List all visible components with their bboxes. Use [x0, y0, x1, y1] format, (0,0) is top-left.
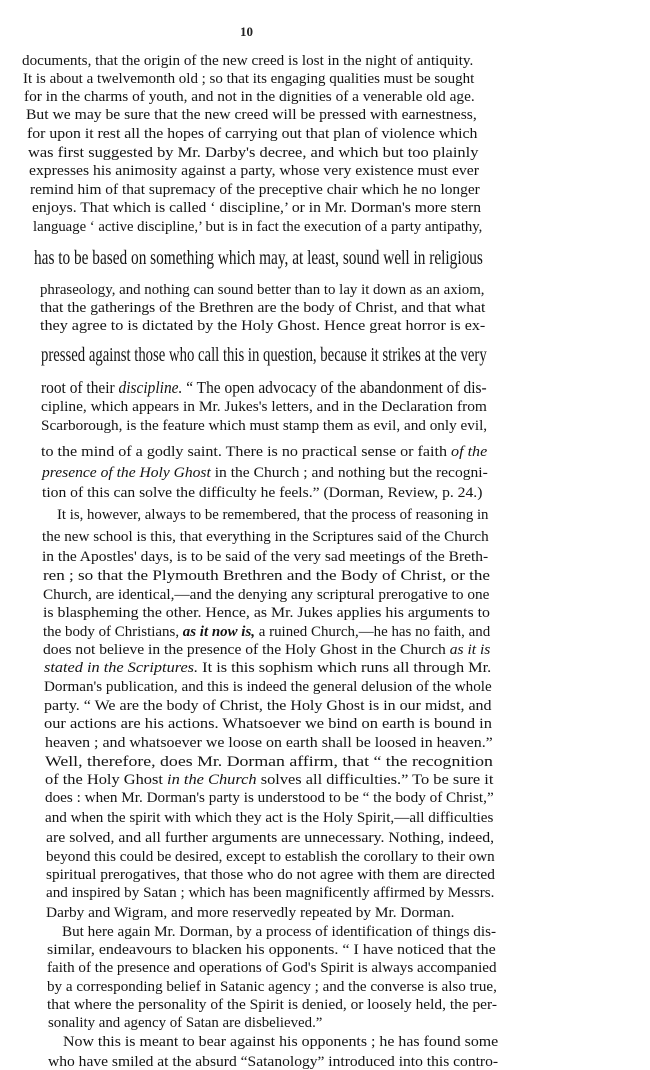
text-segment: a ruined Church,—he has no faith, and: [255, 623, 491, 640]
text-line: [48, 1055, 498, 1070]
text-segment: But here again Mr. Dorman, by a process of identification of things dis-: [61, 923, 496, 940]
text-segment: similar, endeavours to blacken his opponents. “ I have noticed that the: [46, 941, 496, 958]
text-line: [26, 108, 477, 123]
text-segment: for upon it rest all the hopes of carrying out that plan of violence which: [26, 125, 478, 142]
text-line: [41, 445, 487, 460]
text-segment: “ The open advocacy of the abandonment of dis-: [182, 377, 487, 397]
italic-text: presence of the Holy Ghost: [41, 464, 211, 481]
text-segment: phraseology, and nothing can sound better than to lay it down as an axiom,: [40, 281, 485, 298]
text-line: [41, 419, 487, 434]
text-segment: is blaspheming the other. Hence, as Mr. Jukes applies his arguments to: [43, 604, 490, 621]
text-segment: language ‘ active discipline,’ but is in fact the execution of a party antipathy,: [32, 218, 483, 235]
text-line: [44, 680, 492, 695]
text-segment: and when the spirit with which they act is the Holy Spirit,—all difficulties: [45, 809, 494, 826]
text-segment: heaven ; and whatsoever we loose on earth shall be loosed in heaven.”: [44, 734, 493, 751]
text-segment: It is this sophism which runs all through Mr.: [197, 659, 491, 676]
text-segment: expresses his animosity against a party, whose very existence must ever: [29, 162, 480, 179]
italic-text: stated in the Scriptures.: [43, 659, 198, 676]
text-line: [32, 201, 481, 216]
text-line: [42, 466, 488, 481]
text-line: [62, 925, 496, 940]
text-line: [42, 486, 482, 501]
text-line: [44, 661, 491, 676]
text-line: [29, 164, 479, 179]
text-segment: are solved, and all further arguments are unnecessary. Nothing, indeed,: [45, 829, 494, 846]
text-segment: documents, that the origin of the new creed is lost in the night of antiquity.: [22, 52, 474, 69]
text-segment: Dorman's publication, and this is indeed the general delusion of the whole: [43, 678, 492, 695]
text-line: [48, 1016, 322, 1031]
text-line: [40, 301, 485, 316]
text-line: [63, 1035, 498, 1050]
text-segment: in the Church ; and nothing but the recogni-: [210, 464, 488, 481]
text-line: [57, 508, 488, 523]
text-segment: tion of this can solve the difficulty he feels.” (Dorman, Review, p. 24.): [41, 484, 483, 501]
text-segment: and inspired by Satan ; which has been magnificently affirmed by Messrs.: [46, 884, 495, 901]
text-segment: cipline, which appears in Mr. Jukes's letters, and in the Declaration from: [41, 398, 487, 415]
text-line: [42, 530, 489, 545]
text-segment: Church, are identical,—and the denying any scriptural prerogative to one: [42, 586, 490, 603]
text-line: [43, 643, 490, 658]
text-segment: enjoys. That which is called ‘ discipline,’ or in Mr. Dorman's more stern: [31, 199, 481, 216]
text-line: [41, 379, 487, 396]
text-line: [43, 569, 490, 584]
text-line: [46, 850, 495, 865]
text-line: [46, 886, 494, 901]
text-segment: was first suggested by Mr. Darby's decree, and which but too plainly: [28, 144, 479, 161]
text-line: [44, 717, 492, 732]
text-line: [43, 606, 490, 621]
text-segment: has to be based on something which may, at least, sound well in religious: [34, 247, 483, 269]
page-number: 10: [240, 24, 253, 39]
italic-text: of the: [451, 443, 488, 460]
text-line: [40, 283, 485, 298]
text-line: [45, 736, 493, 751]
text-line: [30, 183, 480, 198]
text-segment: Darby and Wigram, and more reservedly repeated by Mr. Dorman.: [46, 904, 455, 921]
text-line: [46, 868, 495, 883]
text-segment: sonality and agency of Satan are disbelieved.”: [47, 1014, 322, 1031]
text-line: [47, 943, 496, 958]
italic-text: discipline.: [118, 377, 183, 397]
text-line: [33, 220, 482, 235]
text-line: [28, 146, 478, 161]
text-segment: they agree to is dictated by the Holy Ghost. Hence great horror is ex-: [40, 317, 486, 334]
italic-text: in the Church: [166, 771, 257, 788]
text-line: [47, 980, 497, 995]
text-line: [47, 961, 497, 976]
text-line: [46, 831, 494, 846]
text-segment: does : when Mr. Dorman's party is understood to be “ the body of Christ,”: [45, 789, 494, 806]
text-segment: our actions are his actions. Whatsoever we bind on earth is bound in: [44, 715, 493, 732]
text-segment: that where the personality of the Spirit is denied, or loosely held, the per-: [47, 996, 498, 1013]
text-line: [43, 588, 489, 603]
text-line: [44, 699, 492, 714]
text-segment: Scarborough, is the feature which must stamp them as evil, and only evil,: [41, 417, 488, 434]
text-segment: root of their: [40, 377, 119, 397]
text-line: [45, 755, 493, 770]
text-line: [46, 906, 454, 921]
text-line: [41, 400, 487, 415]
italic-text: as it is: [450, 641, 491, 658]
text-line: [41, 345, 487, 365]
text-segment: does not believe in the presence of the Holy Ghost in the Church: [43, 641, 451, 658]
text-segment: the body of Christians,: [43, 623, 184, 640]
text-segment: It is about a twelvemonth old ; so that its engaging qualities must be sought: [23, 70, 475, 87]
text-segment: for in the charms of youth, and not in the dignities of a venerable old age.: [24, 88, 476, 105]
text-segment: of the Holy Ghost: [44, 771, 167, 788]
text-segment: to the mind of a godly saint. There is no practical sense or faith: [41, 443, 452, 460]
text-segment: Now this is meant to bear against his opponents ; he has found some: [62, 1033, 499, 1050]
text-line: [27, 127, 477, 142]
text-segment: It is, however, always to be remembered, that the process of reasoning in: [57, 506, 489, 523]
text-segment: by a corresponding belief in Satanic agency ; and the converse is also true,: [47, 978, 498, 995]
text-segment: pressed against those who call this in question, because it strikes at the very: [40, 344, 487, 366]
text-segment: the new school is this, that everything in the Scriptures said of the Church: [42, 528, 489, 545]
text-segment: But we may be sure that the new creed will be pressed with earnestness,: [25, 106, 477, 123]
text-line: [45, 791, 494, 806]
text-line: [23, 72, 474, 87]
italic-text: as it now is,: [183, 623, 256, 640]
text-line: [43, 625, 490, 640]
text-segment: Well, therefore, does Mr. Dorman affirm, that “ the recognition: [44, 753, 493, 770]
text-segment: beyond this could be desired, except to establish the corollary to their own: [45, 848, 495, 865]
text-line: [40, 319, 485, 334]
text-segment: ren ; so that the Plymouth Brethren and the Body of Christ, or the: [42, 567, 490, 584]
text-line: [42, 550, 488, 565]
text-segment: remind him of that supremacy of the preceptive chair which he no longer: [30, 181, 481, 198]
text-line: [34, 248, 483, 268]
text-segment: in the Apostles' days, is to be said of the very sad meetings of the Breth-: [42, 548, 489, 565]
text-segment: spiritual prerogatives, that those who do not agree with them are directed: [45, 866, 495, 883]
text-segment: solves all difficulties.” To be sure it: [256, 771, 494, 788]
text-segment: who have smiled at the absurd “Satanology” introduced into this contro-: [48, 1053, 499, 1070]
text-line: [45, 811, 493, 826]
text-segment: faith of the presence and operations of God's Spirit is always accompanied: [46, 959, 497, 976]
text-segment: party. “ We are the body of Christ, the Holy Ghost is in our midst, and: [44, 697, 492, 714]
text-segment: that the gatherings of the Brethren are the body of Christ, and that what: [40, 299, 486, 316]
text-line: [22, 54, 473, 69]
text-line: [45, 773, 493, 788]
text-line: [24, 90, 475, 105]
text-line: [47, 998, 497, 1013]
